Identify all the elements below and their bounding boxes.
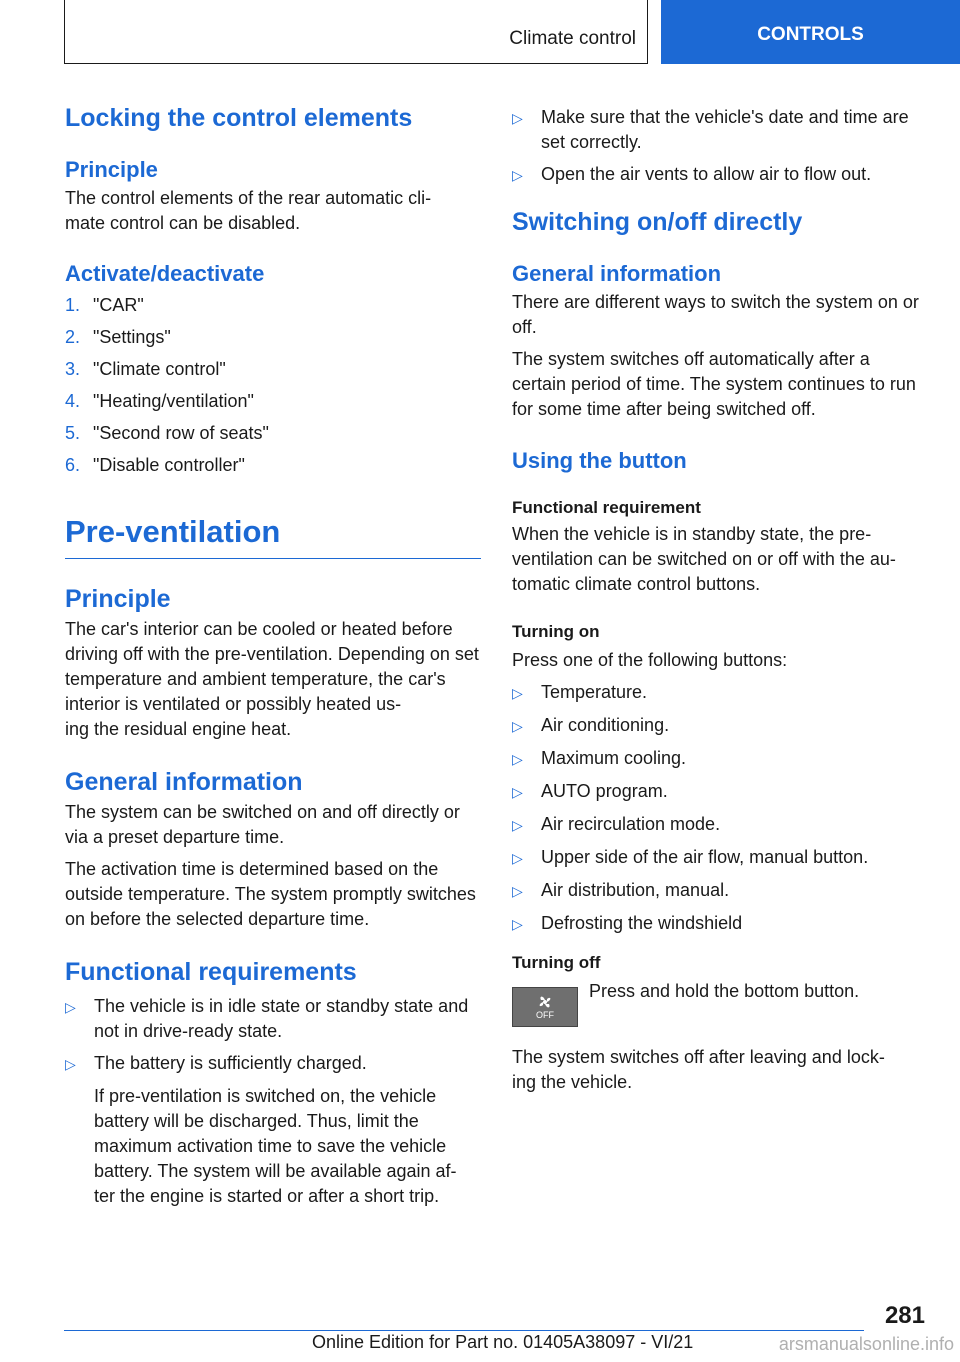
- turning-off-row: [512, 981, 928, 1027]
- functional-requirement-title: Functional requirement: [512, 498, 701, 517]
- activate-title: Activate/deactivate: [65, 261, 265, 286]
- turning-off-title: Turning off: [512, 953, 601, 972]
- list-item: 1. "CAR": [65, 295, 144, 315]
- triangle-bullet-icon: ▷: [512, 850, 523, 866]
- triangle-bullet-icon: ▷: [512, 718, 523, 734]
- final-text: The system switches off after leaving and lock- ing the vehicle.: [512, 1047, 885, 1092]
- list-item: ▷ The battery is sufficiently charged.: [65, 1051, 481, 1077]
- triangle-bullet-icon: ▷: [512, 784, 523, 800]
- triangle-bullet-icon: ▷: [512, 167, 523, 183]
- list-item: ▷ Open the air vents to allow air to flow out.: [512, 162, 928, 188]
- functional-requirements-list: [65, 994, 481, 1077]
- watermark: arsmanualsonline.info: [778, 1334, 954, 1354]
- triangle-bullet-icon: ▷: [512, 110, 523, 126]
- page-number: 281: [884, 1302, 925, 1329]
- triangle-bullet-icon: ▷: [512, 751, 523, 767]
- triangle-bullet-icon: ▷: [512, 916, 523, 932]
- header-chapter-tab[interactable]: CONTROLS: [661, 0, 960, 64]
- lock-title: Locking the control elements: [65, 104, 413, 132]
- right-general-text-2: The system switches off automatically after a certain period of time. The system continues to run for some time after being switched off.: [512, 349, 916, 419]
- triangle-bullet-icon: ▷: [65, 999, 76, 1015]
- list-item: ▷ Temperature.: [512, 680, 928, 706]
- list-item: ▷ Make sure that the vehicle's date and time are set correctly.: [512, 105, 928, 155]
- prerequisites-list: [512, 105, 928, 188]
- right-general-text-1: There are different ways to switch the system on or off.: [512, 292, 919, 337]
- list-item: ▷ Defrosting the windshield: [512, 911, 928, 937]
- turning-off-text: Press and hold the bottom button.: [589, 981, 860, 1001]
- lock-principle-title: Principle: [65, 157, 158, 182]
- using-button-title: Using the button: [512, 448, 687, 473]
- steps-list: [65, 293, 481, 478]
- functional-requirements-title: Functional requirements: [65, 958, 357, 986]
- off-label: OFF: [536, 1010, 554, 1020]
- fan-icon: [534, 994, 556, 1010]
- list-item: ▷ AUTO program.: [512, 779, 928, 805]
- list-item: ▷ The vehicle is in idle state or standby state and not in drive-ready state.: [65, 994, 481, 1044]
- header-section-title: Climate control: [509, 28, 636, 49]
- footer-divider: [64, 1330, 864, 1331]
- list-item: ▷ Upper side of the air flow, manual button.: [512, 845, 928, 871]
- triangle-bullet-icon: ▷: [512, 685, 523, 701]
- list-item: 4. "Heating/ventilation": [65, 391, 254, 411]
- list-item: ▷ Air recirculation mode.: [512, 812, 928, 838]
- list-item: 3. "Climate control": [65, 359, 226, 379]
- right-general-info-title: General information: [512, 261, 722, 286]
- functional-note: If pre-ventilation is switched on, the vehicle battery will be discharged. Thus, limit the maximum activation time to save the vehicle battery. The system will be available again af- ter the engine is started or after a short trip.: [94, 1086, 457, 1206]
- fan-off-button-icon: [512, 987, 578, 1027]
- general-info-text-2: The activation time is determined based on the outside temperature. The system promptly switches on before the selected departure time.: [65, 859, 476, 929]
- principle-text: The car's interior can be cooled or heated before driving off with the pre-ventilation. Depending on set temperature and ambient temperature, the car's interior is ventilated or possibly heated us- ing the residual engine heat.: [65, 619, 479, 739]
- list-item: 2. "Settings": [65, 327, 171, 347]
- triangle-bullet-icon: ▷: [512, 817, 523, 833]
- turning-on-text: Press one of the following buttons:: [512, 650, 788, 670]
- list-item: ▷ Maximum cooling.: [512, 746, 928, 772]
- list-item: 5. "Second row of seats": [65, 423, 269, 443]
- list-item: ▷ Air conditioning.: [512, 713, 928, 739]
- general-info-title: General information: [65, 768, 303, 796]
- list-item: ▷ Air distribution, manual.: [512, 878, 928, 904]
- triangle-bullet-icon: ▷: [65, 1056, 76, 1072]
- functional-requirement-text: When the vehicle is in standby state, the pre- ventilation can be switched on or off with the au- tomatic climate control buttons.: [512, 524, 896, 594]
- triangle-bullet-icon: ▷: [512, 883, 523, 899]
- section-divider: [65, 558, 481, 559]
- turning-on-title: Turning on: [512, 622, 600, 641]
- principle-title: Principle: [65, 585, 171, 613]
- list-item: 6. "Disable controller": [65, 455, 245, 475]
- pre-ventilation-title: Pre-ventilation: [65, 514, 281, 549]
- left-column: [65, 100, 481, 1209]
- right-column: [512, 100, 928, 1095]
- switching-title: Switching on/off directly: [512, 208, 803, 236]
- lock-principle-text: The control elements of the rear automatic cli- mate control can be disabled.: [65, 188, 432, 233]
- edition-text: Online Edition for Part no. 01405A38097 - VI/21: [312, 1332, 694, 1352]
- general-info-text-1: The system can be switched on and off directly or via a preset departure time.: [65, 802, 460, 847]
- buttons-list: [512, 680, 928, 937]
